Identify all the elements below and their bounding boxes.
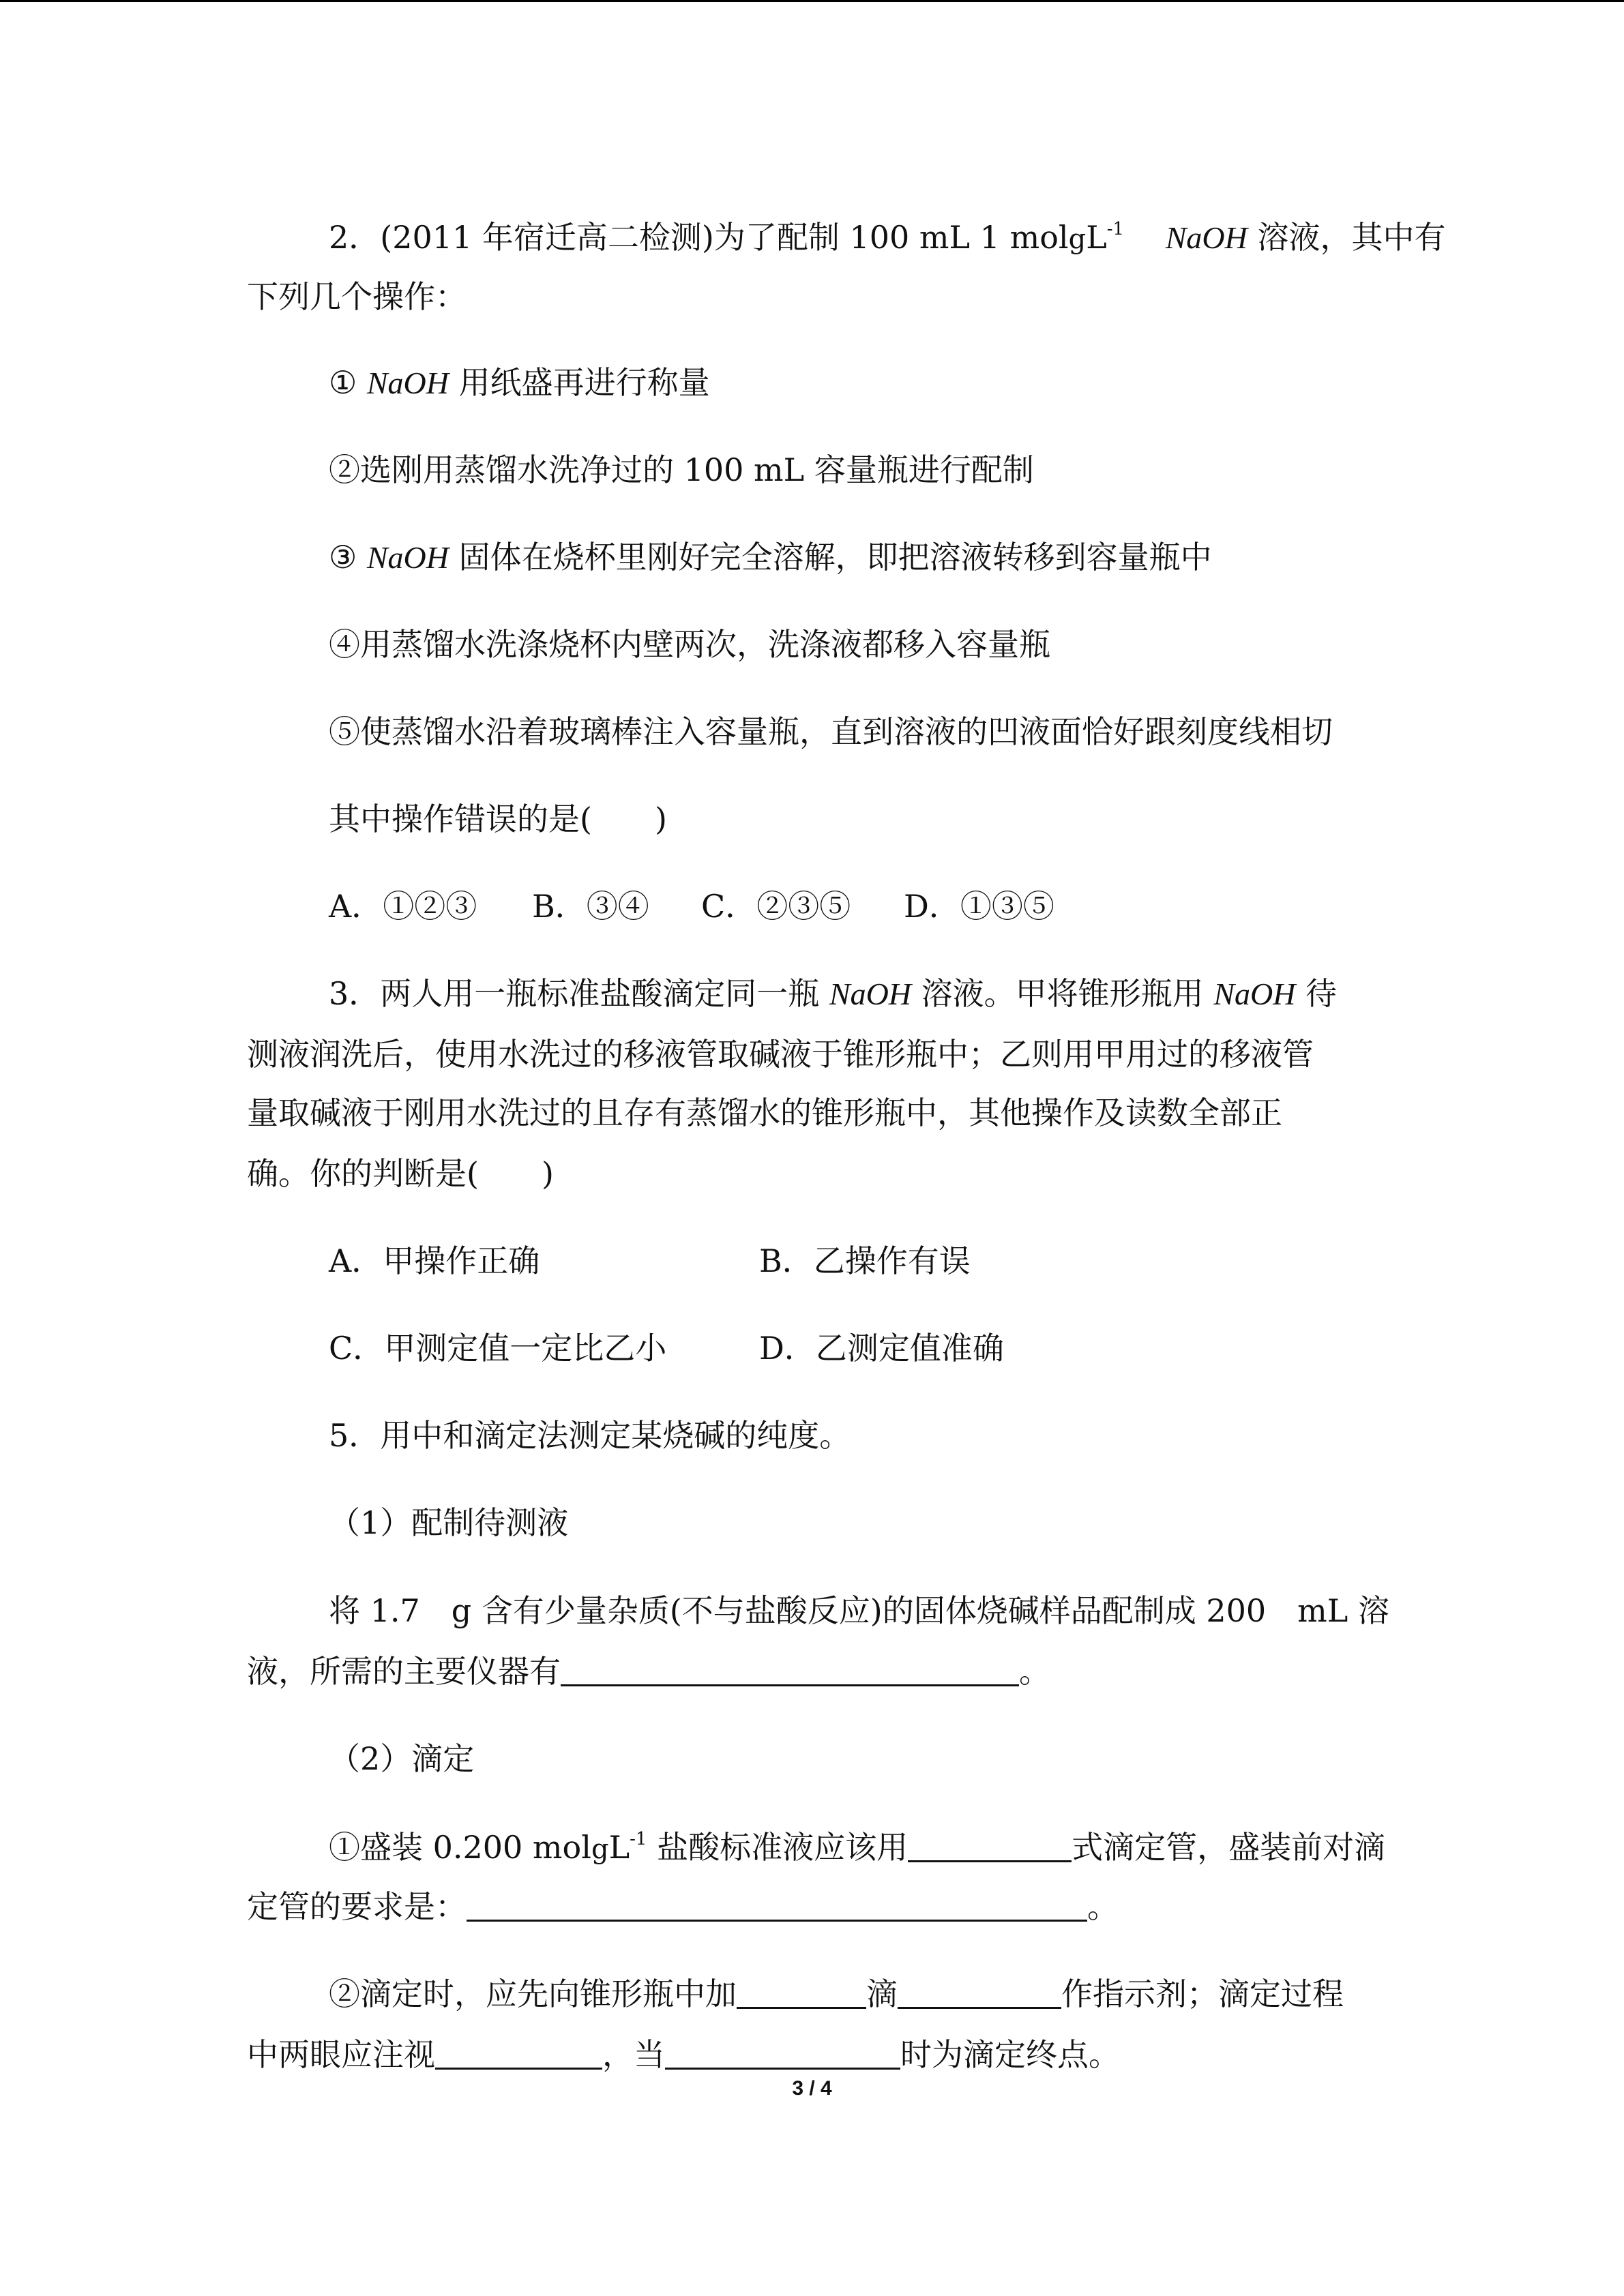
q2-option-a: A．①②③ <box>329 888 477 925</box>
q3-option-d: D．乙测定值准确 <box>759 1330 1004 1367</box>
answer-blank-drop-count[interactable] <box>737 1980 866 2009</box>
top-border <box>0 0 1624 2</box>
q2-operation-1: ① NaOH 用纸盛再进行称量 <box>329 364 710 401</box>
q2-question: 其中操作错误的是( ) <box>329 801 667 837</box>
q2-operation-5: ⑤使蒸馏水沿着玻璃棒注入容量瓶，直到溶液的凹液面恰好跟刻度线相切 <box>329 713 1333 750</box>
q3-option-b: B．乙操作有误 <box>759 1242 971 1279</box>
q5-step1-line2: 定管的要求是： 。 <box>247 1888 1119 1925</box>
q3-option-a: A．甲操作正确 <box>329 1242 540 1279</box>
answer-blank-burette-requirement[interactable] <box>467 1892 1087 1922</box>
answer-blank-watch[interactable] <box>435 2040 602 2070</box>
q2-stem-line1: 2．(2011 年宿迁高二检测)为了配制 100 mL 1 molgL$^{-1}$ NaOH 溶液，其中有 <box>329 219 1446 256</box>
answer-blank-endpoint[interactable] <box>665 2040 900 2070</box>
q2-option-c: C．②③⑤ <box>701 888 851 925</box>
q3-line2: 测液润洗后，使用水洗过的移液管取碱液于锥形瓶中；乙则用甲用过的移液管 <box>247 1036 1314 1073</box>
page-number: 3 / 4 <box>792 2077 832 2100</box>
answer-blank-indicator[interactable] <box>898 1980 1061 2009</box>
q5-step1-line1: ①盛装 0.200 molgL$^{-1}$ 盐酸标准液应该用 式滴定管，盛装前对滴 <box>329 1829 1386 1866</box>
q2-option-d: D．①③⑤ <box>904 888 1054 925</box>
q2-option-b: B．③④ <box>532 888 649 925</box>
q2-operation-2: ②选刚用蒸馏水洗净过的 100 mL 容量瓶进行配制 <box>329 451 1034 488</box>
q5-part1-line2: 液，所需的主要仪器有 。 <box>247 1653 1050 1690</box>
answer-blank-burette-type[interactable] <box>908 1833 1072 1862</box>
q2-stem-line2: 下列几个操作： <box>247 278 467 315</box>
q3-line1: 3．两人用一瓶标准盐酸滴定同一瓶 NaOH 溶液。甲将锥形瓶用 NaOH 待 <box>329 975 1338 1012</box>
answer-blank-instruments[interactable] <box>561 1657 1019 1686</box>
q5-title: 5．用中和滴定法测定某烧碱的纯度。 <box>329 1417 851 1454</box>
q5-part1-heading: （1）配制待测液 <box>329 1504 569 1541</box>
q3-option-c: C．甲测定值一定比乙小 <box>329 1330 667 1367</box>
q3-line3: 量取碱液于刚用水洗过的且存有蒸馏水的锥形瓶中，其他操作及读数全部正 <box>247 1094 1282 1131</box>
q5-part1-line1: 将 1.7 g 含有少量杂质(不与盐酸反应)的固体烧碱样品配制成 200 mL 溶 <box>329 1592 1389 1629</box>
q5-part2-heading: （2）滴定 <box>329 1740 475 1777</box>
q5-step2-line1: ②滴定时，应先向锥形瓶中加 滴 作指示剂；滴定过程 <box>329 1976 1344 2012</box>
q2-operation-3: ③ NaOH 固体在烧杯里刚好完全溶解，即把溶液转移到容量瓶中 <box>329 539 1212 576</box>
q2-operation-4: ④用蒸馏水洗涤烧杯内壁两次，洗涤液都移入容量瓶 <box>329 626 1050 663</box>
q3-line4: 确。你的判断是( ) <box>247 1155 554 1192</box>
q5-step2-line2: 中两眼应注视 ，当 时为滴定终点。 <box>247 2036 1120 2073</box>
